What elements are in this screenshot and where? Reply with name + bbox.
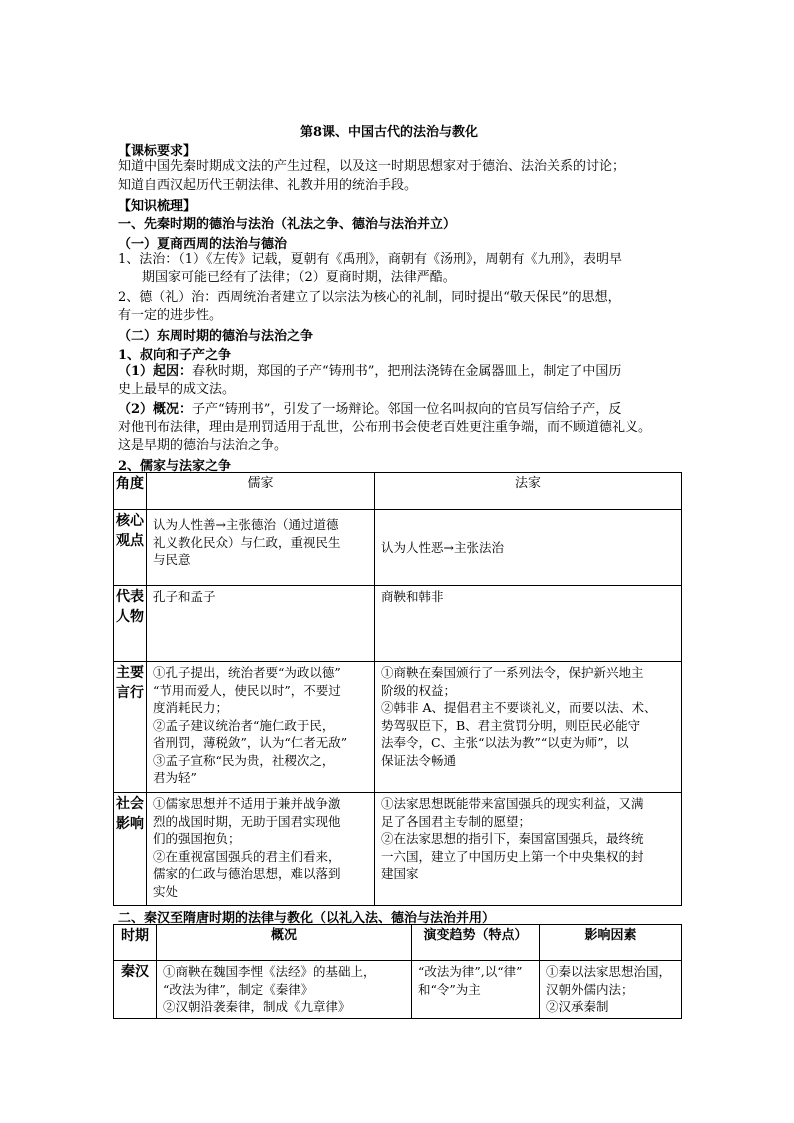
cell-line: 阶级的权益； — [381, 682, 457, 698]
fa-cell — [375, 793, 682, 906]
cell-line: ①商鞅在魏国李悝《法经》的基础上， — [163, 964, 376, 979]
table-header-row — [114, 473, 682, 510]
cell-line: 和“令”为主 — [418, 981, 481, 997]
cell-line: 们的强国抱负； — [153, 831, 241, 846]
table-header-row — [114, 925, 682, 961]
sub2-title: （二）东周时期的德治与法治之争 — [118, 329, 314, 344]
curriculum-heading: 【课标要求】 — [118, 144, 197, 159]
table-row — [114, 961, 682, 1019]
cell-line: 省刑罚，薄税敛”，认为“仁者无敌” — [153, 735, 348, 750]
table-row — [114, 662, 682, 793]
part1-title: 一、先秦时期的德治与法治（礼法之争、德治与法治并立） — [118, 217, 457, 232]
period-label: 秦汉 — [114, 961, 157, 1019]
table-row — [114, 793, 682, 906]
cell-line: 与民意 — [153, 552, 191, 567]
overview-label: （2）概况： — [118, 402, 193, 417]
cell-line: 君为轻” — [153, 770, 197, 785]
header-fa: 法家 — [375, 473, 682, 510]
law-line: 1、法治：（1）《左传》记载，夏朝有《禹刑》，商朝有《汤刑》，周朝有《九刑》，表明早 — [118, 252, 623, 267]
fa-cell — [375, 586, 682, 662]
header-ru: 儒家 — [147, 473, 375, 510]
dispute2-title: 2、儒家与法家之争 — [118, 459, 232, 474]
fa-cell — [375, 662, 682, 793]
cell-line: 建国家 — [381, 866, 419, 881]
cell-line: 烈的战国时期，无助于国君实现他 — [153, 813, 341, 829]
cell-line: “改法为律”,以“律” — [418, 964, 523, 979]
cell-line: ②在法家思想的指引下，秦国富国强兵，最终统 — [381, 831, 644, 846]
knowledge-heading: 【知识梳理】 — [118, 199, 197, 214]
cell-line: 法奉令，C、主张“以法为教”“以吏为师”，以 — [381, 735, 629, 750]
cell-line: ②韩非 A、提倡君主不要谈礼义，而要以法、术、 — [381, 700, 657, 715]
cell-line: 商鞅和韩非 — [381, 589, 444, 604]
cell-line: ①儒家思想并不适用于兼并战争激 — [153, 796, 341, 811]
trend-cell — [412, 961, 540, 1019]
cell-line: ①秦以法家思想治国， — [546, 964, 672, 979]
origin-text: 春秋时期，郑国的子产“铸刑书”，把刑法浇铸在金属器皿上，制定了中国历 — [192, 364, 622, 379]
cell-line: “节用而爱人，使民以时”，不要过 — [153, 682, 341, 698]
ru-cell — [147, 586, 375, 662]
lesson-title: 第8课、中国古代的法治与教化 — [300, 125, 479, 140]
ru-cell — [147, 793, 375, 906]
row-label: 核心观点 — [114, 510, 147, 586]
cell-line: 礼义教化民众）与仁政，重视民生 — [153, 534, 341, 550]
cell-line: ③孟子宣称“民为贵，社稷次之， — [153, 752, 335, 768]
cell-line: ②汉朝沿袭秦律，制成《九章律》 — [163, 999, 351, 1014]
cell-line: 保证法令畅通 — [381, 752, 457, 768]
overview-cell — [157, 961, 412, 1019]
cell-line: ②孟子建议统治者“施仁政于民， — [153, 717, 335, 733]
header-trend: 演变趋势（特点） — [412, 925, 540, 961]
header-overview: 概况 — [157, 925, 412, 961]
rite-line: 有一定的进步性。 — [118, 308, 223, 323]
cell-line: 儒家的仁政与德治思想，难以落到 — [153, 866, 341, 881]
header-factors: 影响因素 — [540, 925, 682, 961]
ru-cell — [147, 662, 375, 793]
cell-line: ①商鞅在秦国颁行了一系列法令，保护新兴地主 — [381, 665, 644, 680]
cell-line: “改法为律”，制定《秦律》 — [163, 981, 314, 997]
cell-line: 实处 — [153, 883, 179, 899]
row-label: 代表人物 — [114, 586, 147, 662]
row-label: 社会影响 — [114, 793, 147, 906]
sub1-title: （一）夏商西周的法治与德治 — [118, 237, 288, 252]
cell-line: 孔子和孟子 — [153, 589, 216, 604]
qin-han-table — [113, 924, 682, 1019]
overview-line: 对他刊布法律，理由是刑罚适用于乱世，公布刑书会使老百姓更注重争端，而不顾道德礼义。 — [118, 420, 652, 435]
fa-cell — [375, 510, 682, 586]
table-row — [114, 510, 682, 586]
part2-title: 二、秦汉至隋唐时期的法律与教化（以礼入法、德治与法治并用） — [118, 911, 496, 926]
cell-line: 认为人性善→主张德治（通过道德 — [153, 517, 339, 532]
curriculum-line: 知道自西汉起历代王朝法律、礼教并用的统治手段。 — [118, 178, 418, 193]
cell-line: 足了各国君主专制的愿望； — [381, 813, 532, 829]
factors-cell — [540, 961, 682, 1019]
header-period: 时期 — [114, 925, 157, 961]
curriculum-line: 知道中国先秦时期成文法的产生过程，以及这一时期思想家对于德治、法治关系的讨论； — [118, 159, 626, 174]
overview-line: 这是早期的德治与法治之争。 — [118, 438, 288, 453]
cell-line: ②汉承秦制 — [546, 999, 609, 1014]
law-line: 期国家可能已经有了法律；（2）夏商时期，法律严酷。 — [142, 270, 456, 285]
overview-text: 子产“铸刑书”，引发了一场辩论。邻国一位名叫叔向的官员写信给子产，反 — [192, 402, 622, 417]
dispute1-title: 1、叔向和子产之争 — [118, 348, 232, 363]
origin-line: 史上最早的成文法。 — [118, 382, 236, 397]
cell-line: ②在重视富国强兵的君主们看来， — [153, 848, 341, 864]
cell-line: 一六国，建立了中国历史上第一个中央集权的封 — [381, 848, 644, 864]
ru-fa-table — [113, 472, 682, 906]
row-label: 主要言行 — [114, 662, 147, 793]
ru-cell — [147, 510, 375, 586]
cell-line: ①法家思想既能带来富国强兵的现实利益，又满 — [381, 796, 644, 811]
cell-line: 认为人性恶→主张法治 — [381, 539, 504, 555]
origin-line — [118, 362, 621, 381]
table-row — [114, 586, 682, 662]
cell-line: 度消耗民力； — [153, 700, 229, 715]
cell-line: ①孔子提出，统治者要“为政以德” — [153, 665, 341, 680]
origin-label: （1）起因： — [118, 364, 193, 379]
rite-line: 2、德（礼）治：西周统治者建立了以宗法为核心的礼制，同时提出“敬天保民”的思想， — [118, 290, 621, 305]
header-angle: 角度 — [114, 473, 147, 510]
overview-line — [118, 400, 621, 419]
cell-line: 汉朝外儒内法； — [546, 981, 634, 997]
cell-line: 势驾驭臣下，B、君主赏罚分明，则臣民必能守 — [381, 717, 641, 733]
